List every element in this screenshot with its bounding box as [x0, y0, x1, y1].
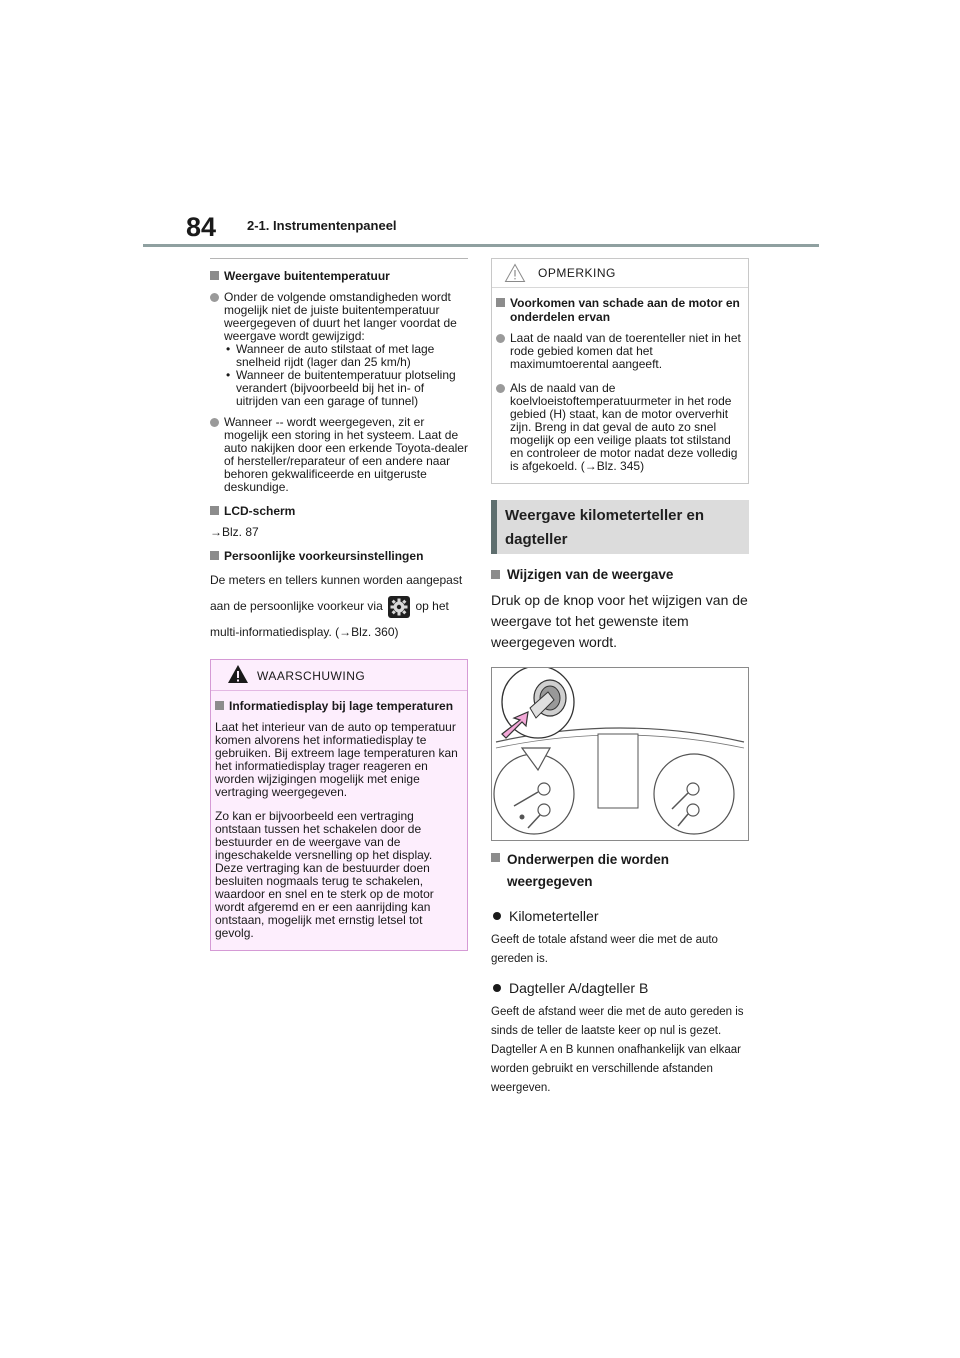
section-banner-title: Weergave kilometerteller en dagteller [505, 507, 704, 548]
note-bullet-tachometer: Laat de naald van de toerenteller niet in het rode gebied komen dat het maximumtoerental aangeeft. [496, 332, 742, 371]
right-column [491, 258, 749, 1098]
note-bullet-coolant: Als de naald van de koelvloeistoftemperatuurmeter in het rode gebied (H) staat, kan de motor oververhit zijn. Breng in dat geval de auto zo snel mogelijk op een veilige plaats tot stilstand en controleer de motor nadat deze volledig is afgekoeld. (→Blz. 345) [496, 382, 742, 473]
note-header [492, 259, 748, 288]
note-box [491, 258, 749, 484]
heading-lcd-screen: LCD-scherm [210, 504, 468, 518]
dash-item-slow-speed: • Wanneer de auto stilstaat of met lage snelheid rijdt (lager dan 25 km/h) [226, 342, 435, 369]
note-heading: Voorkomen van schade aan de motor en onderdelen ervan [496, 296, 742, 324]
square-bullet-icon [210, 551, 219, 560]
item-trip-meter: Dagteller A/dagteller B [491, 979, 749, 997]
warning-heading: Informatiedisplay bij lage temperaturen [215, 699, 461, 713]
warning-box [210, 659, 468, 951]
gear-icon [388, 596, 410, 618]
square-bullet-icon [215, 701, 224, 710]
heading-personal-settings: Persoonlijke voorkeursinstellingen [210, 549, 468, 563]
heading-outside-temperature: Weergave buitentemperatuur [210, 269, 468, 283]
square-bullet-icon [210, 271, 219, 280]
instrument-cluster-illustration [491, 667, 749, 841]
warning-header [211, 660, 467, 691]
circle-bullet-icon [496, 384, 505, 393]
lcd-page-reference[interactable]: →Blz. 87 [210, 525, 259, 539]
section-banner [491, 500, 749, 554]
odometer-description: Geeft de totale afstand weer die met de auto gereden is. [491, 934, 718, 965]
divider [210, 258, 468, 259]
page-number: 84 [186, 212, 217, 242]
square-bullet-icon [491, 570, 500, 579]
bullet-malfunction: Wanneer -- wordt weergegeven, zit er mogelijk een storing in het systeem. Laat de auto nakijken door een erkende Toyota-dealer of hersteller/reparateur of een andere naar behoren gekwalificeerde en uitgeruste deskundige. [210, 416, 468, 494]
note-label: OPMERKING [538, 266, 616, 280]
heading-displayed-items: Onderwerpen die worden weergegeven [491, 849, 749, 893]
bullet-dot-icon [493, 912, 501, 920]
dash-item-sudden-change: • Wanneer de buitentemperatuur plotseling verandert (bijvoorbeeld bij het in- of uitrijden van een garage of tunnel) [226, 368, 456, 408]
warning-paragraph-1: Laat het interieur van de auto op temperatuur komen alvorens het informatiedisplay te gebruiken. Bij extreem lage temperaturen kan het informatiedisplay trager reageren en worden wijzigingen mogelijk met enige vertraging weergegeven. [215, 720, 458, 799]
caution-triangle-icon [504, 263, 526, 283]
left-column [210, 258, 468, 951]
change-display-text: Druk op de knop voor het wijzigen van de weergave tot het gewenste item weergegeven wordt. [491, 592, 748, 650]
warning-triangle-icon [227, 664, 249, 684]
trip-meter-description: Geeft de afstand weer die met de auto gereden is sinds de teller de laatste keer op nul is gezet. Dagteller A en B kunnen onafhankelijk van elkaar worden gebruikt en verschillende afstanden weergeven. [491, 1006, 744, 1094]
square-bullet-icon [491, 853, 500, 862]
square-bullet-icon [496, 298, 505, 307]
bullet-dot-icon [493, 984, 501, 992]
square-bullet-icon [210, 506, 219, 515]
heading-change-display: Wijzigen van de weergave [491, 566, 749, 584]
item-odometer: Kilometerteller [491, 907, 749, 925]
circle-bullet-icon [210, 418, 219, 427]
bullet-conditions: Onder de volgende omstandigheden wordt mogelijk niet de juiste buitentemperatuur weergegeven of duurt het langer voordat de weergave wordt gewijzigd: • Wanneer de auto stilstaat of met lage snelheid rijdt (lager dan 25 km/h) • Wanneer de buitentemperatuur plotseling verandert (bijvoorbeeld bij het in- of uitrijden van een garage of tunnel) [210, 291, 468, 408]
personal-settings-text: De meters en tellers kunnen worden aangepast aan de persoonlijke voorkeur via op het multi-informatiedisplay. (→Blz. 360) [210, 573, 463, 639]
cluster-drawing [492, 668, 748, 840]
section-title: 2-1. Instrumentenpaneel [247, 218, 397, 233]
circle-bullet-icon [210, 293, 219, 302]
header-rule [143, 244, 819, 247]
circle-bullet-icon [496, 334, 505, 343]
warning-paragraph-2: Zo kan er bijvoorbeeld een vertraging ontstaan tussen het schakelen door de bestuurder en de weergave van de ingeschakelde versnelling op het display. Deze vertraging kan de bestuurder doen besluiten nogmaals terug te schakelen, waardoor en snel en te sterk op de motor wordt afgeremd en er een aanrijding kan ontstaan, mogelijk met ernstig letsel tot gevolg. [215, 809, 434, 940]
warning-label: WAARSCHUWING [257, 669, 366, 683]
